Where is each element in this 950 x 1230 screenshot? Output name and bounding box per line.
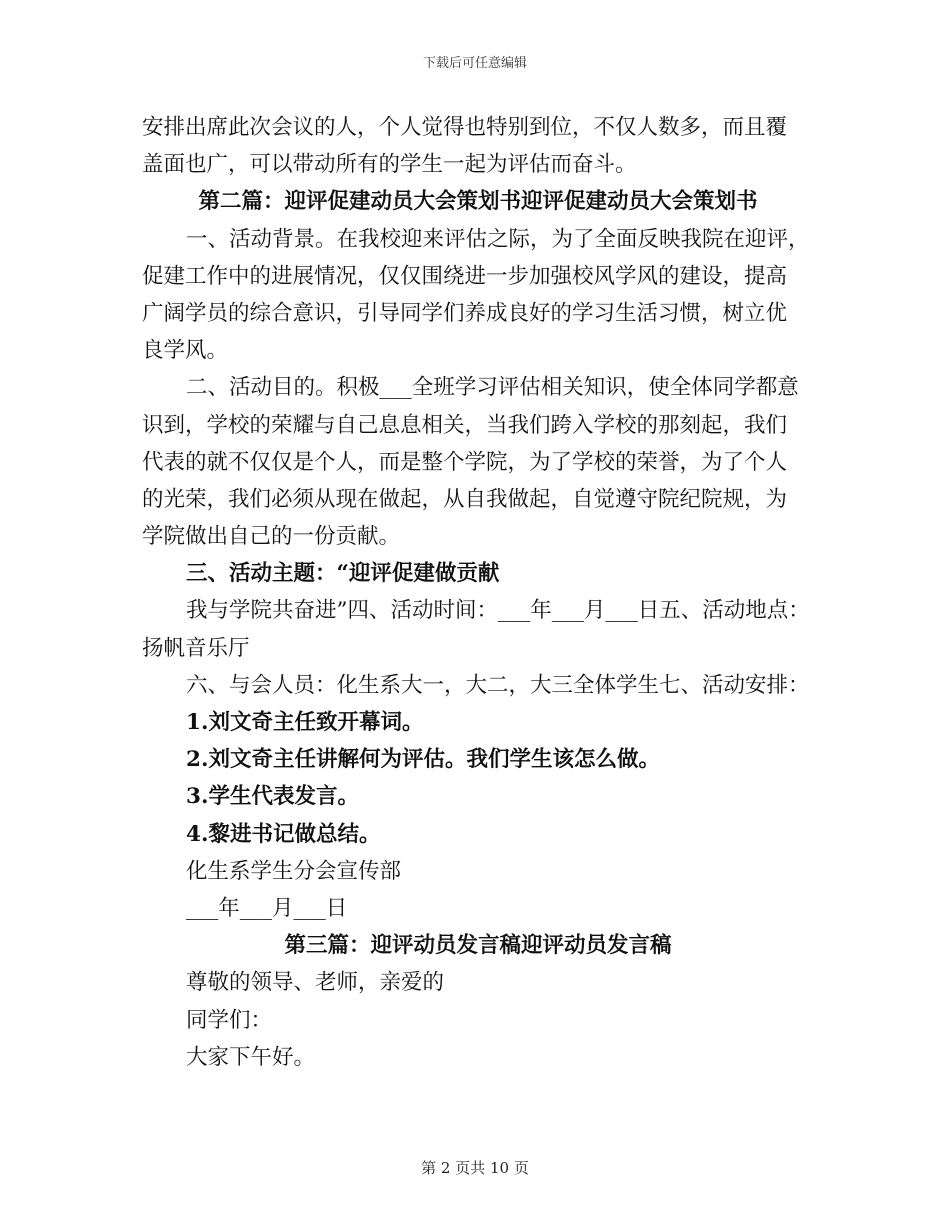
text-line: 大家下午好。	[186, 1044, 316, 1070]
text-line: 盖面也广，可以带动所有的学生一起为评估而奋斗。	[142, 152, 637, 178]
text-line: 二、活动目的。积极___全班学习评估相关知识，使全体同学都意	[186, 375, 799, 401]
document-body	[142, 109, 814, 1076]
text-line: 的光荣，我们必须从现在做起，从自我做起，自觉遵守院纪院规，为	[142, 486, 788, 512]
text-line: 识到，学校的荣耀与自己息息相关，当我们跨入学校的那刻起，我们	[142, 412, 788, 438]
text-line: 六、与会人员：化生系大一，大二，大三全体学生七、活动安排：	[186, 672, 810, 698]
text-line: 3.学生代表发言。	[186, 784, 359, 810]
page-header: 下载后可任意编辑	[422, 56, 527, 71]
text-line: 安排出席此次会议的人，个人觉得也特别到位，不仅人数多，而且覆	[142, 115, 788, 140]
text-line: 一、活动背景。在我校迎来评估之际，为了全面反映我院在迎评，	[186, 226, 810, 252]
text-line: 同学们：	[186, 1007, 273, 1033]
text-line: 4.黎进书记做总结。	[186, 821, 381, 847]
text-line: 良学风。	[142, 338, 229, 364]
text-line: 学院做出自己的一份贡献。	[142, 524, 401, 550]
text-line: 广阔学员的综合意识，引导同学们养成良好的学习生活习惯，树立优	[142, 300, 788, 326]
page-footer: 第 2 页共 10 页	[421, 1159, 529, 1177]
text-line: 促建工作中的进展情况，仅仅围绕进一步加强校风学风的建设，提高	[142, 263, 788, 289]
text-line: ___年___月___日	[186, 895, 348, 921]
text-line: 2.刘文奇主任讲解何为评估。我们学生该怎么做。	[186, 747, 660, 773]
text-line: 扬帆音乐厅	[142, 635, 250, 661]
text-line: 化生系学生分会宣传部	[186, 858, 402, 884]
section-heading: 第二篇：迎评促建动员大会策划书迎评促建动员大会策划书	[198, 189, 758, 215]
text-line: 1.刘文奇主任致开幕词。	[186, 710, 424, 735]
text-line: 三、活动主题：“迎评促建做贡献	[186, 561, 500, 587]
text-line: 我与学院共奋进”四、活动时间：___年___月___日五、活动地点：	[186, 598, 810, 624]
text-line: 尊敬的领导、老师，亲爱的	[186, 970, 445, 996]
text-line: 代表的就不仅仅是个人，而是整个学院，为了学校的荣誉，为了个人	[142, 449, 788, 475]
section-heading: 第三篇：迎评动员发言稿迎评动员发言稿	[284, 933, 672, 959]
